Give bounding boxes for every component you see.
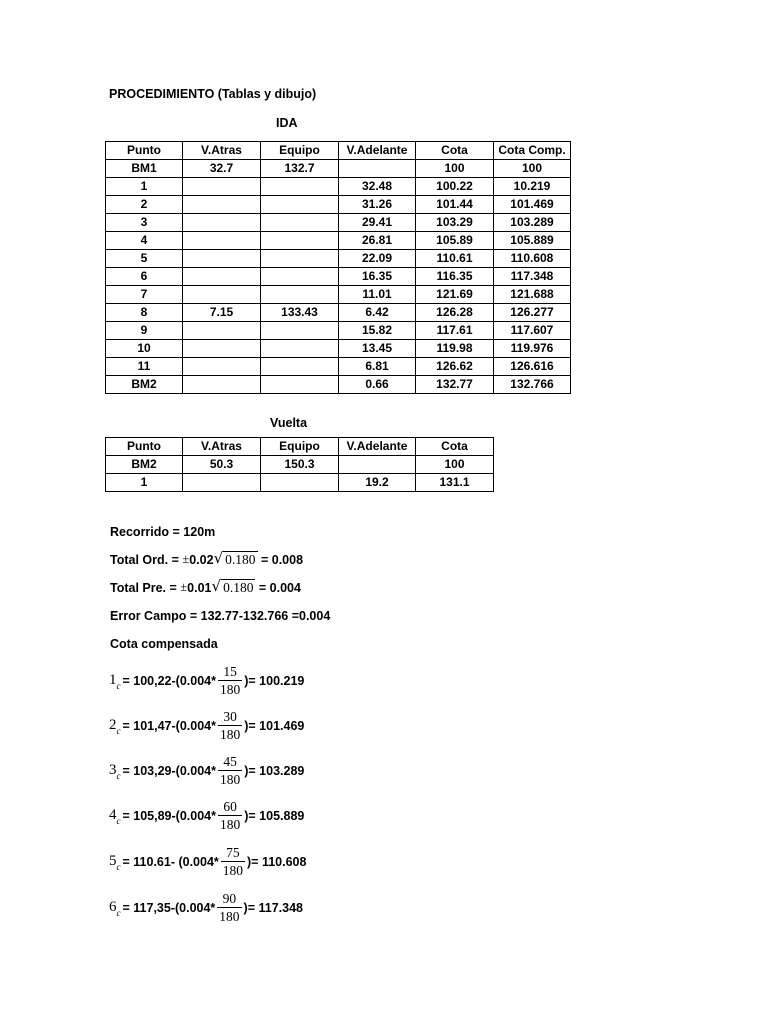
ida-cell: 116.35 (416, 268, 494, 286)
ida-cell: 6.42 (339, 304, 416, 322)
total-ord-radicand: 0.180 (225, 552, 256, 567)
ida-cell: 5 (106, 250, 183, 268)
point-subscript: c (116, 770, 121, 781)
ida-cell: 8 (106, 304, 183, 322)
ida-cell: 11.01 (339, 286, 416, 304)
ida-cell: 7.15 (183, 304, 261, 322)
ida-cell (261, 268, 339, 286)
ida-cell: 16.35 (339, 268, 416, 286)
ida-row (106, 160, 571, 178)
ida-cell (183, 322, 261, 340)
vuelta-cell (183, 474, 261, 492)
ida-row (106, 286, 571, 304)
compensated-elevation-equation (109, 891, 303, 924)
ida-table (105, 141, 571, 394)
cota-compensada-heading: Cota compensada (110, 637, 218, 651)
ida-cell (261, 376, 339, 394)
fraction-numerator: 30 (223, 709, 237, 724)
ida-cell: 119.976 (494, 340, 571, 358)
ida-cell: 132.766 (494, 376, 571, 394)
vuelta-table (105, 437, 494, 492)
total-pre-result: = 0.004 (255, 581, 301, 595)
ida-cell (183, 376, 261, 394)
ida-header-cell: Cota (416, 142, 494, 160)
vuelta-cell: 150.3 (261, 456, 339, 474)
point-subscript: c (116, 907, 121, 918)
vuelta-cell: 1 (106, 474, 183, 492)
point-number: 1 (109, 672, 117, 688)
ida-cell: 101.44 (416, 196, 494, 214)
point-subscript: c (116, 815, 121, 826)
ida-cell: 110.608 (494, 250, 571, 268)
point-number: 6 (109, 899, 117, 915)
total-pre-prefix: Total Pre. = (110, 581, 181, 595)
ida-cell: 100 (494, 160, 571, 178)
ida-cell: 0.66 (339, 376, 416, 394)
ida-cell: 7 (106, 286, 183, 304)
ida-cell: 4 (106, 232, 183, 250)
equation-lhs: = 110.61- (0.004* (122, 854, 219, 869)
fraction-denominator: 180 (219, 727, 241, 742)
fraction-numerator: 15 (223, 664, 237, 679)
ida-cell: 2 (106, 196, 183, 214)
fraction (218, 664, 242, 697)
vuelta-cell: 100 (416, 456, 494, 474)
ida-cell (183, 358, 261, 376)
ida-cell: 117.348 (494, 268, 571, 286)
fraction-numerator: 75 (226, 845, 240, 860)
ida-row (106, 196, 571, 214)
vuelta-cell: 50.3 (183, 456, 261, 474)
error-campo-line: Error Campo = 132.77-132.766 =0.004 (110, 609, 331, 623)
total-ord-prefix: Total Ord. = (110, 553, 183, 567)
fraction-numerator: 60 (223, 799, 237, 814)
equation-lhs: = 117,35-(0.004* (122, 900, 216, 915)
ida-cell: 126.277 (494, 304, 571, 322)
ida-cell: 119.98 (416, 340, 494, 358)
point-number: 5 (109, 853, 117, 869)
fraction-denominator: 180 (219, 817, 241, 832)
compensated-elevation-equation (109, 754, 304, 787)
ida-cell: 126.62 (416, 358, 494, 376)
ida-cell: 121.69 (416, 286, 494, 304)
vuelta-header-cell: Cota (416, 438, 494, 456)
ida-cell: 110.61 (416, 250, 494, 268)
ida-cell: 32.7 (183, 160, 261, 178)
point-subscript: c (116, 861, 121, 872)
ida-cell (183, 268, 261, 286)
ida-cell: 121.688 (494, 286, 571, 304)
fraction (218, 754, 242, 787)
ida-cell (261, 358, 339, 376)
ida-cell (183, 178, 261, 196)
ida-cell: 9 (106, 322, 183, 340)
ida-cell: 22.09 (339, 250, 416, 268)
ida-cell (183, 286, 261, 304)
equation-lhs: = 103,29-(0.004* (122, 763, 216, 778)
ida-cell: 10 (106, 340, 183, 358)
ida-row (106, 232, 571, 250)
ida-cell: 10.219 (494, 178, 571, 196)
fraction-denominator: 180 (219, 909, 240, 924)
ida-cell: 105.89 (416, 232, 494, 250)
ida-cell: 105.889 (494, 232, 571, 250)
ida-cell (183, 340, 261, 358)
vuelta-header-cell: V.Adelante (339, 438, 416, 456)
point-subscript: c (116, 725, 121, 736)
ida-row (106, 340, 571, 358)
ida-cell (261, 196, 339, 214)
equation-rhs: )= 105.889 (244, 808, 305, 823)
ida-header-cell: V.Adelante (339, 142, 416, 160)
total-pre-radicand: 0.180 (223, 580, 254, 595)
point-number: 4 (109, 807, 117, 823)
ida-cell: 11 (106, 358, 183, 376)
ida-row (106, 358, 571, 376)
vuelta-cell: 131.1 (416, 474, 494, 492)
ida-cell: 32.48 (339, 178, 416, 196)
ida-caption: IDA (276, 116, 298, 130)
ida-cell: 31.26 (339, 196, 416, 214)
ida-cell: 103.29 (416, 214, 494, 232)
vuelta-cell (261, 474, 339, 492)
ida-cell: 29.41 (339, 214, 416, 232)
recorrido-line: Recorrido = 120m (110, 525, 216, 539)
vuelta-cell: BM2 (106, 456, 183, 474)
ida-cell (183, 232, 261, 250)
vuelta-cell: 19.2 (339, 474, 416, 492)
point-subscript: c (116, 680, 121, 691)
vuelta-caption: Vuelta (270, 416, 308, 430)
compensated-elevation-equation (109, 709, 304, 742)
total-pre-coef: 0.01 (187, 581, 212, 595)
ida-cell: 126.28 (416, 304, 494, 322)
ida-cell (261, 232, 339, 250)
ida-cell: 132.7 (261, 160, 339, 178)
plus-minus-symbol: ± (180, 580, 188, 594)
ida-cell: BM1 (106, 160, 183, 178)
compensated-elevation-equation (109, 799, 304, 832)
ida-header-cell: Cota Comp. (494, 142, 571, 160)
vuelta-cell (339, 456, 416, 474)
fraction-denominator: 180 (222, 863, 244, 878)
ida-cell (261, 250, 339, 268)
fraction-denominator: 180 (219, 772, 241, 787)
fraction-numerator: 45 (223, 754, 237, 769)
ida-row (106, 268, 571, 286)
ida-cell (183, 250, 261, 268)
ida-cell (261, 322, 339, 340)
ida-cell: 117.607 (494, 322, 571, 340)
compensated-elevation-equation (109, 845, 306, 878)
ida-cell: 13.45 (339, 340, 416, 358)
ida-cell: 100.22 (416, 178, 494, 196)
ida-cell (261, 214, 339, 232)
vuelta-header-cell: Equipo (261, 438, 339, 456)
ida-header-cell: Punto (106, 142, 183, 160)
equation-rhs: )= 110.608 (247, 854, 307, 869)
ida-row (106, 250, 571, 268)
ida-cell: BM2 (106, 376, 183, 394)
ida-cell: 1 (106, 178, 183, 196)
fraction (217, 891, 241, 924)
sqrt-symbol: √ (213, 549, 224, 567)
ida-cell (339, 160, 416, 178)
ida-row (106, 322, 571, 340)
point-number: 3 (109, 762, 117, 778)
ida-cell: 101.469 (494, 196, 571, 214)
ida-row (106, 304, 571, 322)
ida-cell: 132.77 (416, 376, 494, 394)
ida-cell: 26.81 (339, 232, 416, 250)
point-number: 2 (109, 717, 117, 733)
equation-lhs: = 101,47-(0.004* (122, 718, 216, 733)
fraction (218, 709, 242, 742)
fraction (221, 845, 245, 878)
ida-row (106, 376, 571, 394)
page-title: PROCEDIMIENTO (Tablas y dibujo) (109, 87, 317, 101)
total-pre-line (110, 577, 301, 595)
ida-cell (183, 214, 261, 232)
ida-cell (261, 178, 339, 196)
plus-minus-symbol: ± (182, 552, 190, 566)
ida-cell (261, 340, 339, 358)
fraction-denominator: 180 (219, 682, 241, 697)
equation-rhs: )= 101.469 (244, 718, 305, 733)
ida-header-cell: Equipo (261, 142, 339, 160)
equation-rhs: )= 100.219 (244, 673, 305, 688)
vuelta-row (106, 474, 494, 492)
ida-header-row (106, 142, 571, 160)
equation-lhs: = 105,89-(0.004* (122, 808, 216, 823)
equation-rhs: )= 117.348 (243, 900, 303, 915)
ida-cell: 103.289 (494, 214, 571, 232)
ida-row (106, 178, 571, 196)
ida-cell (261, 286, 339, 304)
vuelta-header-cell: V.Atras (183, 438, 261, 456)
ida-cell: 6.81 (339, 358, 416, 376)
ida-cell: 6 (106, 268, 183, 286)
compensated-elevation-equation (109, 664, 304, 697)
vuelta-header-row (106, 438, 494, 456)
fraction (218, 799, 242, 832)
total-ord-result: = 0.008 (257, 553, 304, 567)
ida-cell (183, 196, 261, 214)
vuelta-row (106, 456, 494, 474)
equation-lhs: = 100,22-(0.004* (122, 673, 216, 688)
ida-cell: 126.616 (494, 358, 571, 376)
ida-cell: 15.82 (339, 322, 416, 340)
ida-header-cell: V.Atras (183, 142, 261, 160)
sqrt-symbol: √ (211, 577, 222, 595)
total-ord-line (110, 549, 303, 567)
fraction-numerator: 90 (222, 891, 237, 906)
total-ord-coef: 0.02 (189, 553, 214, 567)
ida-row (106, 214, 571, 232)
ida-cell: 117.61 (416, 322, 494, 340)
ida-cell: 3 (106, 214, 183, 232)
vuelta-header-cell: Punto (106, 438, 183, 456)
ida-cell: 100 (416, 160, 494, 178)
ida-cell: 133.43 (261, 304, 339, 322)
equation-rhs: )= 103.289 (244, 763, 305, 778)
